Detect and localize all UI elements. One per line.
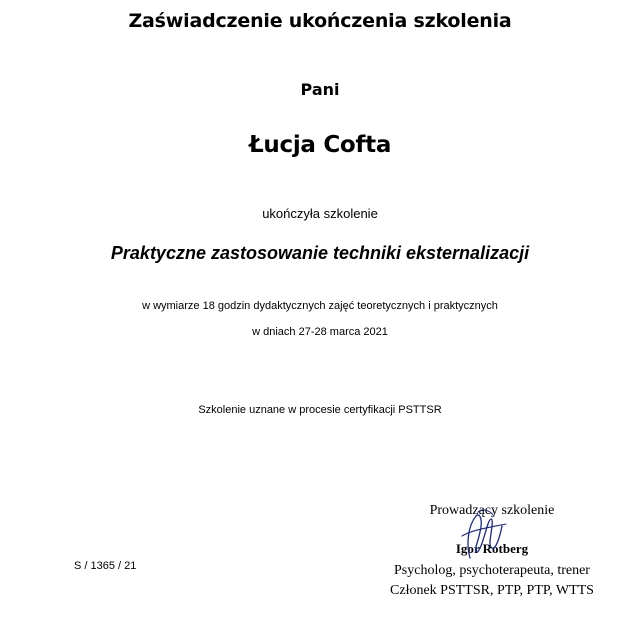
recipient-name: Łucja Cofta	[248, 132, 392, 158]
signatory-title: Psycholog, psychoterapeuta, trener	[394, 563, 590, 578]
reference-number: S / 1365 / 21	[74, 560, 137, 572]
signatory-name: Igor Rotberg	[455, 541, 529, 556]
completed-text: ukończyła szkolenie	[262, 206, 378, 221]
signatory-memberships: Członek PSTTSR, PTP, PTP, WTTS	[390, 583, 594, 598]
salutation: Pani	[300, 80, 340, 99]
certificate-title: Zaświadczenie ukończenia szkolenia	[128, 10, 512, 32]
hours-text: w wymiarze 18 godzin dydaktycznych zajęć teoretycznych i praktycznych	[142, 300, 498, 312]
course-title: Praktyczne zastosowanie techniki eksternalizacji	[110, 243, 530, 263]
dates-text: w dniach 27-28 marca 2021	[252, 326, 388, 338]
handwritten-signature	[456, 506, 512, 566]
signatory-role: Prowadzący szkolenie	[429, 503, 555, 518]
accreditation-text: Szkolenie uznane w procesie certyfikacji PSTTSR	[198, 404, 442, 416]
